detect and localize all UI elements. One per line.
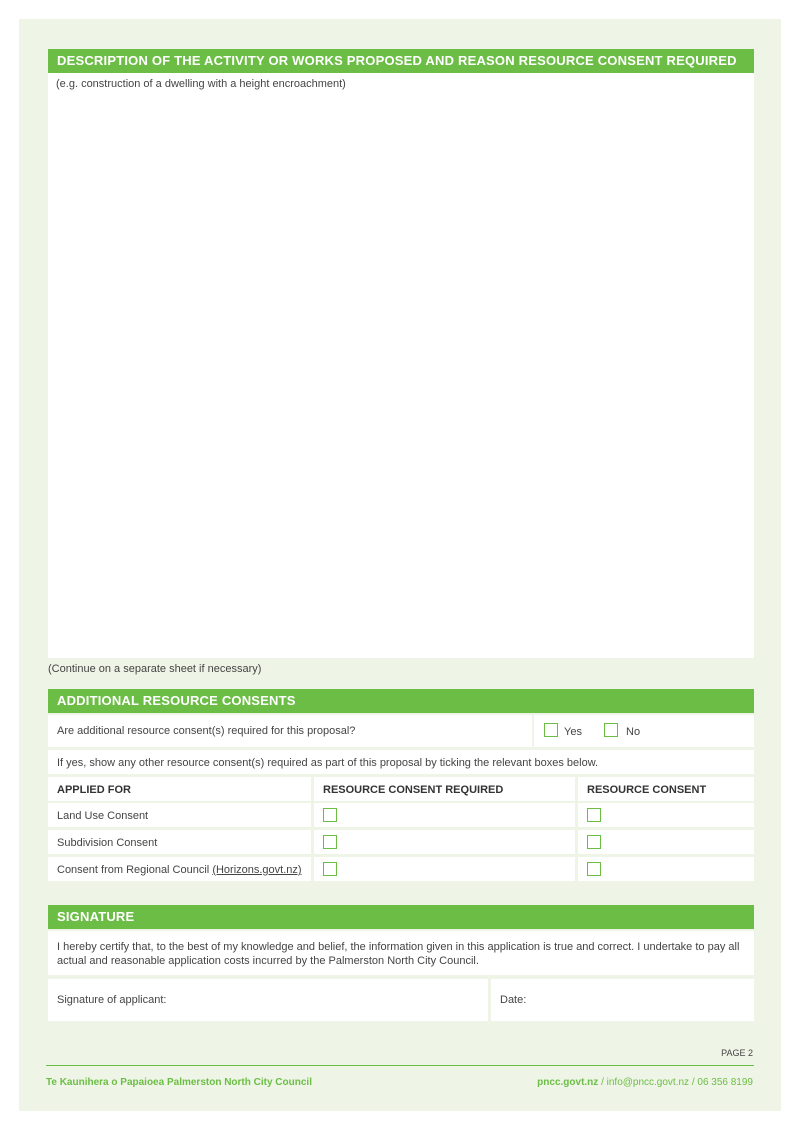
subdivision-required-checkbox[interactable] (323, 835, 337, 849)
no-checkbox[interactable] (604, 723, 618, 737)
row-label-land-use: Land Use Consent (57, 810, 149, 822)
table-cell (578, 803, 754, 827)
land-use-required-checkbox[interactable] (323, 808, 337, 822)
row-label-subdivision: Subdivision Consent (57, 837, 158, 849)
table-cell (578, 830, 754, 854)
additional-instruction-text: If yes, show any other resource consent(s) required as part of this proposal by ticking the relevant boxes below. (57, 757, 599, 769)
continue-note: (Continue on a separate sheet if necessary) (48, 663, 262, 675)
yes-no-options (534, 715, 754, 747)
column-header-applied-for (48, 777, 311, 801)
regional-required-checkbox[interactable] (323, 862, 337, 876)
footer-site-link[interactable]: pncc.govt.nz (537, 1077, 599, 1088)
no-label: No (626, 726, 641, 738)
footer-contact-text: / info@pncc.govt.nz / 06 356 8199 (598, 1077, 753, 1088)
land-use-consent-checkbox[interactable] (587, 808, 601, 822)
regional-consent-checkbox[interactable] (587, 862, 601, 876)
date-label: Date: (500, 994, 527, 1006)
description-header: DESCRIPTION OF THE ACTIVITY OR WORKS PROPOSED AND REASON RESOURCE CONSENT REQUIRED (48, 49, 754, 73)
signature-field[interactable] (48, 979, 488, 1021)
column-header-consent-required (314, 777, 575, 801)
certify-statement (48, 931, 754, 975)
certify-text: I hereby certify that, to the best of my knowledge and belief, the information given in this application is true and correct. I undertake to pay all actual and reasonable application costs incurred by the Palmerston North City Council. (57, 941, 740, 967)
table-cell (314, 857, 575, 881)
table-row-label (48, 803, 311, 827)
page-number: PAGE 2 (721, 1048, 753, 1058)
row-label-regional: Consent from Regional Council (57, 864, 213, 876)
table-cell (578, 857, 754, 881)
signature-label: Signature of applicant: (57, 994, 167, 1006)
column-header-text: RESOURCE CONSENT REQUIRED (323, 784, 504, 796)
date-field[interactable] (491, 979, 754, 1021)
yes-checkbox[interactable] (544, 723, 558, 737)
signature-header: SIGNATURE (48, 905, 754, 929)
description-hint: (e.g. construction of a dwelling with a height encroachment) (56, 78, 346, 90)
additional-question-text: Are additional resource consent(s) required for this proposal? (57, 725, 356, 737)
subdivision-consent-checkbox[interactable] (587, 835, 601, 849)
horizons-link[interactable]: (Horizons.govt.nz) (212, 864, 302, 876)
description-field[interactable] (48, 73, 754, 658)
table-cell (314, 803, 575, 827)
footer-divider (46, 1065, 754, 1066)
table-cell (314, 830, 575, 854)
column-header-consent (578, 777, 754, 801)
footer-contact (537, 1077, 753, 1088)
column-header-text: RESOURCE CONSENT (587, 784, 707, 796)
yes-label: Yes (564, 726, 582, 738)
footer-org: Te Kaunihera o Papaioea Palmerston North City Council (46, 1077, 312, 1088)
table-row-label (48, 830, 311, 854)
additional-question (48, 715, 532, 747)
additional-consents-header: ADDITIONAL RESOURCE CONSENTS (48, 689, 754, 713)
additional-instruction (48, 750, 754, 774)
column-header-text: APPLIED FOR (57, 784, 131, 796)
table-row-label (48, 857, 311, 881)
